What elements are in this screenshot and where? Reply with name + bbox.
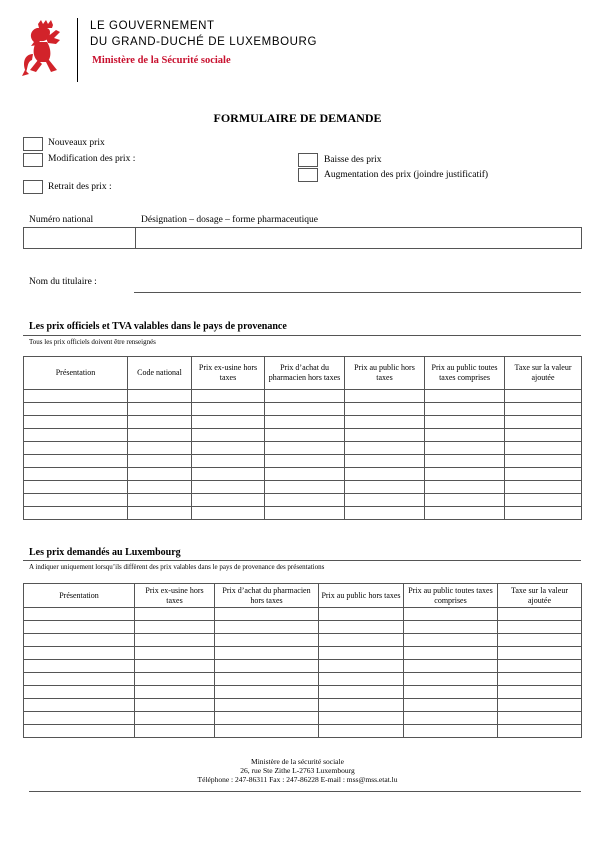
table-cell[interactable] xyxy=(345,390,425,403)
table-cell[interactable] xyxy=(128,455,192,468)
table-cell[interactable] xyxy=(404,660,498,673)
table-cell[interactable] xyxy=(425,481,505,494)
column-header: Code national xyxy=(128,357,192,390)
table-cell[interactable] xyxy=(135,699,215,712)
table-cell[interactable] xyxy=(215,634,319,647)
table-cell[interactable] xyxy=(135,712,215,725)
table-row xyxy=(24,608,582,621)
table-cell[interactable] xyxy=(319,608,404,621)
table-cell[interactable] xyxy=(128,507,192,520)
table-cell[interactable] xyxy=(404,608,498,621)
table-cell[interactable] xyxy=(425,416,505,429)
table-cell[interactable] xyxy=(425,390,505,403)
table-cell[interactable] xyxy=(192,468,265,481)
table-cell[interactable] xyxy=(425,403,505,416)
table-cell[interactable] xyxy=(215,686,319,699)
table-cell[interactable] xyxy=(24,660,135,673)
footer-contact: Téléphone : 247-86311 Fax : 247-86228 E-mail : mss@mss.etat.lu xyxy=(197,775,398,784)
table-cell[interactable] xyxy=(24,429,128,442)
table-row xyxy=(24,673,582,686)
form-title: FORMULAIRE DE DEMANDE xyxy=(213,111,382,125)
table-row xyxy=(24,621,582,634)
table-row xyxy=(24,725,582,738)
table-cell[interactable] xyxy=(24,712,135,725)
column-header: Présentation xyxy=(24,357,128,390)
table-row xyxy=(24,507,582,520)
table-cell[interactable] xyxy=(345,468,425,481)
table-cell[interactable] xyxy=(498,634,582,647)
table-cell[interactable] xyxy=(498,699,582,712)
table-cell[interactable] xyxy=(505,468,582,481)
column-header: Prix d’achat du pharmacien hors taxes xyxy=(265,357,345,390)
footer-ministry: Ministère de la sécurité sociale xyxy=(251,757,344,766)
titulaire-label: Nom du titulaire : xyxy=(29,277,97,287)
table-cell[interactable] xyxy=(505,494,582,507)
column-header: Prix ex-usine hors taxes xyxy=(135,584,215,608)
product-table xyxy=(23,227,582,249)
table-cell[interactable] xyxy=(498,647,582,660)
designation-input[interactable] xyxy=(136,228,582,249)
table-cell[interactable] xyxy=(425,494,505,507)
table-cell[interactable] xyxy=(265,494,345,507)
table-cell[interactable] xyxy=(425,468,505,481)
table-cell[interactable] xyxy=(24,507,128,520)
modification-prix-checkbox[interactable] xyxy=(23,153,43,167)
table-cell[interactable] xyxy=(24,455,128,468)
table-cell[interactable] xyxy=(505,455,582,468)
table-row xyxy=(24,403,582,416)
table-cell[interactable] xyxy=(265,390,345,403)
table-cell[interactable] xyxy=(128,416,192,429)
table-cell[interactable] xyxy=(404,647,498,660)
table-cell[interactable] xyxy=(498,621,582,634)
table-cell[interactable] xyxy=(24,494,128,507)
table-row xyxy=(24,416,582,429)
table-cell[interactable] xyxy=(215,712,319,725)
table-row xyxy=(24,429,582,442)
table-cell[interactable] xyxy=(319,621,404,634)
table-row xyxy=(24,712,582,725)
table-cell[interactable] xyxy=(192,390,265,403)
table-row xyxy=(24,390,582,403)
column-header: Présentation xyxy=(24,584,135,608)
table-cell[interactable] xyxy=(24,621,135,634)
table-cell[interactable] xyxy=(24,442,128,455)
table-cell[interactable] xyxy=(319,634,404,647)
column-header: Prix au public hors taxes xyxy=(319,584,404,608)
table-row xyxy=(24,468,582,481)
table-cell[interactable] xyxy=(319,725,404,738)
table-cell[interactable] xyxy=(215,660,319,673)
table-cell[interactable] xyxy=(24,403,128,416)
footer-rule xyxy=(29,791,581,792)
table-cell[interactable] xyxy=(345,416,425,429)
baisse-prix-checkbox[interactable] xyxy=(298,153,318,167)
retrait-prix-label: Retrait des prix : xyxy=(48,182,112,192)
column-header: Prix au public hors taxes xyxy=(345,357,425,390)
section2-rule xyxy=(23,560,581,561)
table-cell[interactable] xyxy=(128,442,192,455)
table-cell[interactable] xyxy=(135,608,215,621)
table-cell[interactable] xyxy=(498,673,582,686)
table-cell[interactable] xyxy=(265,507,345,520)
table-cell[interactable] xyxy=(24,699,135,712)
table-cell[interactable] xyxy=(215,647,319,660)
section1-rule xyxy=(23,335,581,336)
table-cell[interactable] xyxy=(128,429,192,442)
table-cell[interactable] xyxy=(128,390,192,403)
section2-note: A indiquer uniquement lorsqu’ils diffèrent des prix valables dans le pays de provenance des présentations xyxy=(29,563,325,571)
table-cell[interactable] xyxy=(404,634,498,647)
table-cell[interactable] xyxy=(128,403,192,416)
table-cell[interactable] xyxy=(265,455,345,468)
section2-title: Les prix demandés au Luxembourg xyxy=(29,547,181,558)
table-cell[interactable] xyxy=(345,455,425,468)
table-cell[interactable] xyxy=(404,725,498,738)
table-cell[interactable] xyxy=(505,481,582,494)
table-cell[interactable] xyxy=(24,647,135,660)
table-cell[interactable] xyxy=(215,608,319,621)
table-cell[interactable] xyxy=(425,429,505,442)
nouveaux-prix-checkbox[interactable] xyxy=(23,137,43,151)
column-header: Taxe sur la valeur ajoutée xyxy=(505,357,582,390)
table-cell[interactable] xyxy=(345,442,425,455)
table-cell[interactable] xyxy=(404,712,498,725)
table-cell[interactable] xyxy=(404,621,498,634)
table-cell[interactable] xyxy=(135,673,215,686)
retrait-prix-checkbox[interactable] xyxy=(23,180,43,194)
table-cell[interactable] xyxy=(24,390,128,403)
table-cell[interactable] xyxy=(319,647,404,660)
table-cell[interactable] xyxy=(215,699,319,712)
table-cell[interactable] xyxy=(128,494,192,507)
table-cell[interactable] xyxy=(345,429,425,442)
table-cell[interactable] xyxy=(24,481,128,494)
table-cell[interactable] xyxy=(425,507,505,520)
table-row xyxy=(24,686,582,699)
table-cell[interactable] xyxy=(192,442,265,455)
table-cell[interactable] xyxy=(135,660,215,673)
table-cell[interactable] xyxy=(404,686,498,699)
column-header: Taxe sur la valeur ajoutée xyxy=(498,584,582,608)
baisse-prix-label: Baisse des prix xyxy=(324,155,382,165)
table-cell[interactable] xyxy=(505,403,582,416)
column-header: Prix au public toutes taxes comprises xyxy=(425,357,505,390)
table-cell[interactable] xyxy=(135,686,215,699)
column-header: Prix ex-usine hors taxes xyxy=(192,357,265,390)
table-cell[interactable] xyxy=(192,455,265,468)
table-cell[interactable] xyxy=(135,725,215,738)
table-cell[interactable] xyxy=(505,390,582,403)
table-row xyxy=(24,494,582,507)
table-cell[interactable] xyxy=(505,429,582,442)
table-cell[interactable] xyxy=(425,455,505,468)
numero-national-input[interactable] xyxy=(24,228,136,249)
table-cell[interactable] xyxy=(498,686,582,699)
table-cell[interactable] xyxy=(192,507,265,520)
official-prices-table xyxy=(23,356,582,520)
section1-title: Les prix officiels et TVA valables dans le pays de provenance xyxy=(29,321,287,332)
government-line-1: LE GOUVERNEMENT xyxy=(90,20,215,32)
table-cell[interactable] xyxy=(135,647,215,660)
table-cell[interactable] xyxy=(505,416,582,429)
table-cell[interactable] xyxy=(345,494,425,507)
augmentation-prix-label: Augmentation des prix (joindre justificatif) xyxy=(324,170,489,180)
table-cell[interactable] xyxy=(24,673,135,686)
table-cell[interactable] xyxy=(505,507,582,520)
section1-note: Tous les prix officiels doivent être renseignés xyxy=(29,338,156,346)
table-cell[interactable] xyxy=(404,699,498,712)
table-cell[interactable] xyxy=(24,468,128,481)
table-cell[interactable] xyxy=(24,634,135,647)
table-row xyxy=(24,699,582,712)
table-cell[interactable] xyxy=(192,429,265,442)
table-cell[interactable] xyxy=(319,673,404,686)
table-cell[interactable] xyxy=(265,442,345,455)
table-cell[interactable] xyxy=(265,429,345,442)
table-row xyxy=(24,647,582,660)
table-row xyxy=(24,442,582,455)
table-cell[interactable] xyxy=(498,660,582,673)
red-lion-icon xyxy=(20,20,70,78)
table-cell[interactable] xyxy=(425,442,505,455)
table-cell[interactable] xyxy=(24,686,135,699)
column-header: Prix au public toutes taxes comprises xyxy=(404,584,498,608)
requested-prices-table xyxy=(23,583,582,738)
table-cell[interactable] xyxy=(215,725,319,738)
table-cell[interactable] xyxy=(265,403,345,416)
header-divider xyxy=(77,18,78,82)
table-row xyxy=(24,481,582,494)
table-cell[interactable] xyxy=(135,634,215,647)
table-cell[interactable] xyxy=(192,494,265,507)
table-row xyxy=(24,455,582,468)
designation-label: Désignation – dosage – forme pharmaceutique xyxy=(141,215,319,225)
table-cell[interactable] xyxy=(265,416,345,429)
numero-national-label: Numéro national xyxy=(29,215,94,225)
table-cell[interactable] xyxy=(319,699,404,712)
titulaire-input-line[interactable] xyxy=(134,292,581,293)
table-cell[interactable] xyxy=(345,481,425,494)
table-cell[interactable] xyxy=(265,481,345,494)
table-cell[interactable] xyxy=(24,416,128,429)
nouveaux-prix-label: Nouveaux prix xyxy=(48,138,105,148)
footer-address: 26, rue Ste Zithe L-2763 Luxembourg xyxy=(240,766,355,775)
table-cell[interactable] xyxy=(345,403,425,416)
table-row xyxy=(24,660,582,673)
table-cell[interactable] xyxy=(128,468,192,481)
table-cell[interactable] xyxy=(265,468,345,481)
table-cell[interactable] xyxy=(319,686,404,699)
augmentation-prix-checkbox[interactable] xyxy=(298,168,318,182)
table-cell[interactable] xyxy=(319,660,404,673)
column-header: Prix d’achat du pharmacien hors taxes xyxy=(215,584,319,608)
table-cell[interactable] xyxy=(404,673,498,686)
table-cell[interactable] xyxy=(319,712,404,725)
table-cell[interactable] xyxy=(215,621,319,634)
table-cell[interactable] xyxy=(128,481,192,494)
table-cell[interactable] xyxy=(135,621,215,634)
table-cell[interactable] xyxy=(345,507,425,520)
table-row xyxy=(24,634,582,647)
table-cell[interactable] xyxy=(192,416,265,429)
table-cell[interactable] xyxy=(498,712,582,725)
government-line-2: DU GRAND-DUCHÉ DE LUXEMBOURG xyxy=(90,36,318,48)
table-cell[interactable] xyxy=(505,442,582,455)
table-cell[interactable] xyxy=(215,673,319,686)
table-cell[interactable] xyxy=(498,608,582,621)
table-cell[interactable] xyxy=(24,725,135,738)
table-cell[interactable] xyxy=(24,608,135,621)
table-cell[interactable] xyxy=(192,481,265,494)
ministry-name: Ministère de la Sécurité sociale xyxy=(92,55,231,66)
modification-prix-label: Modification des prix : xyxy=(48,154,136,164)
table-cell[interactable] xyxy=(498,725,582,738)
table-cell[interactable] xyxy=(192,403,265,416)
